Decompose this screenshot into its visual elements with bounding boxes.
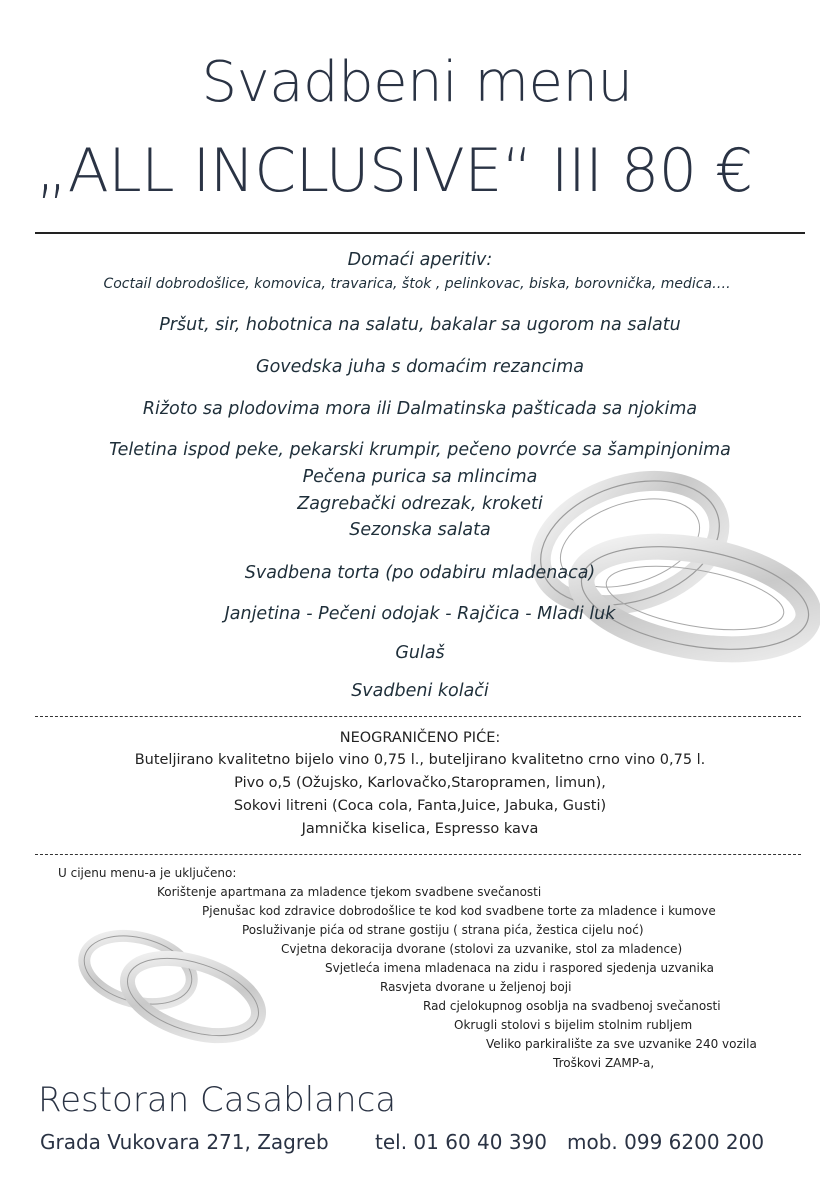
included-item: Cvjetna dekoracija dvorane (stolovi za uzvanike, stol za mladence)	[281, 942, 683, 956]
wedding-rings-icon	[78, 925, 268, 1045]
restaurant-mobile: mob. 099 6200 200	[567, 1130, 765, 1154]
menu-item: Rižoto sa plodovima mora ili Dalmatinska pašticada sa njokima	[142, 399, 698, 419]
menu-item: Zagrebački odrezak, kroketi	[297, 494, 543, 514]
included-item: Okrugli stolovi s bijelim stolnim rubljem	[454, 1018, 693, 1032]
menu-item: Pršut, sir, hobotnica na salatu, bakalar sa ugorom na salatu	[159, 315, 681, 335]
restaurant-phone: tel. 01 60 40 390	[375, 1130, 548, 1154]
included-item: Troškovi ZAMP-a,	[553, 1056, 655, 1070]
included-item: Veliko parkiralište za sve uzvanike 240 vozila	[486, 1037, 757, 1051]
drinks-heading: NEOGRANIČENO PIĆE:	[339, 730, 501, 746]
menu-item: Pečena purica sa mlincima	[302, 467, 538, 487]
included-item: Posluživanje pića od strane gostiju ( strana pića, žestica cijelu noć)	[242, 923, 644, 937]
menu-item: Sezonska salata	[349, 520, 491, 540]
included-item: Svjetleća imena mladenaca na zidu i raspored sjedenja uzvanika	[325, 961, 714, 975]
restaurant-name: Restoran Casablanca	[38, 1080, 397, 1120]
section-divider	[35, 716, 801, 717]
included-item: Rad cjelokupnog osoblja na svadbenoj svečanosti	[423, 999, 721, 1013]
menu-title: Svadbeni menu	[201, 50, 633, 115]
menu-item: Janjetina - Pečeni odojak - Rajčica - Mladi luk	[224, 604, 616, 624]
included-item: Rasvjeta dvorane u željenoj boji	[380, 980, 572, 994]
drinks-line: Jamnička kiselica, Espresso kava	[301, 821, 539, 837]
drinks-line: Sokovi litreni (Coca cola, Fanta,Juice, Jabuka, Gusti)	[233, 798, 607, 814]
menu-subtitle-price: „ALL INCLUSIVE“ III 80 €	[36, 136, 753, 206]
drinks-line: Pivo o,5 (Ožujsko, Karlovačko,Staropramen, limun),	[234, 775, 606, 791]
menu-item: Svadbeni kolači	[351, 681, 489, 701]
aperitif-list: Coctail dobrodošlice, komovica, travarica, štok , pelinkovac, biska, borovnička, medica….	[103, 276, 731, 292]
title-divider	[35, 232, 805, 234]
menu-item: Gulaš	[395, 643, 445, 663]
menu-item: Govedska juha s domaćim rezancima	[256, 357, 584, 377]
restaurant-address: Grada Vukovara 271, Zagreb	[40, 1130, 329, 1154]
included-heading: U cijenu menu-a je uključeno:	[58, 866, 237, 880]
menu-item: Svadbena torta (po odabiru mladenaca)	[244, 563, 596, 583]
included-item: Pjenušac kod zdravice dobrodošlice te kod kod svadbene torte za mladence i kumove	[202, 904, 716, 918]
menu-item: Teletina ispod peke, pekarski krumpir, pečeno povrće sa šampinjonima	[109, 440, 731, 460]
included-item: Korištenje apartmana za mladence tjekom svadbene svečanosti	[157, 885, 542, 899]
aperitif-heading: Domaći aperitiv:	[347, 250, 493, 270]
drinks-line: Buteljirano kvalitetno bijelo vino 0,75 l., buteljirano kvalitetno crno vino 0,75 l.	[134, 752, 706, 768]
section-divider	[35, 854, 801, 855]
